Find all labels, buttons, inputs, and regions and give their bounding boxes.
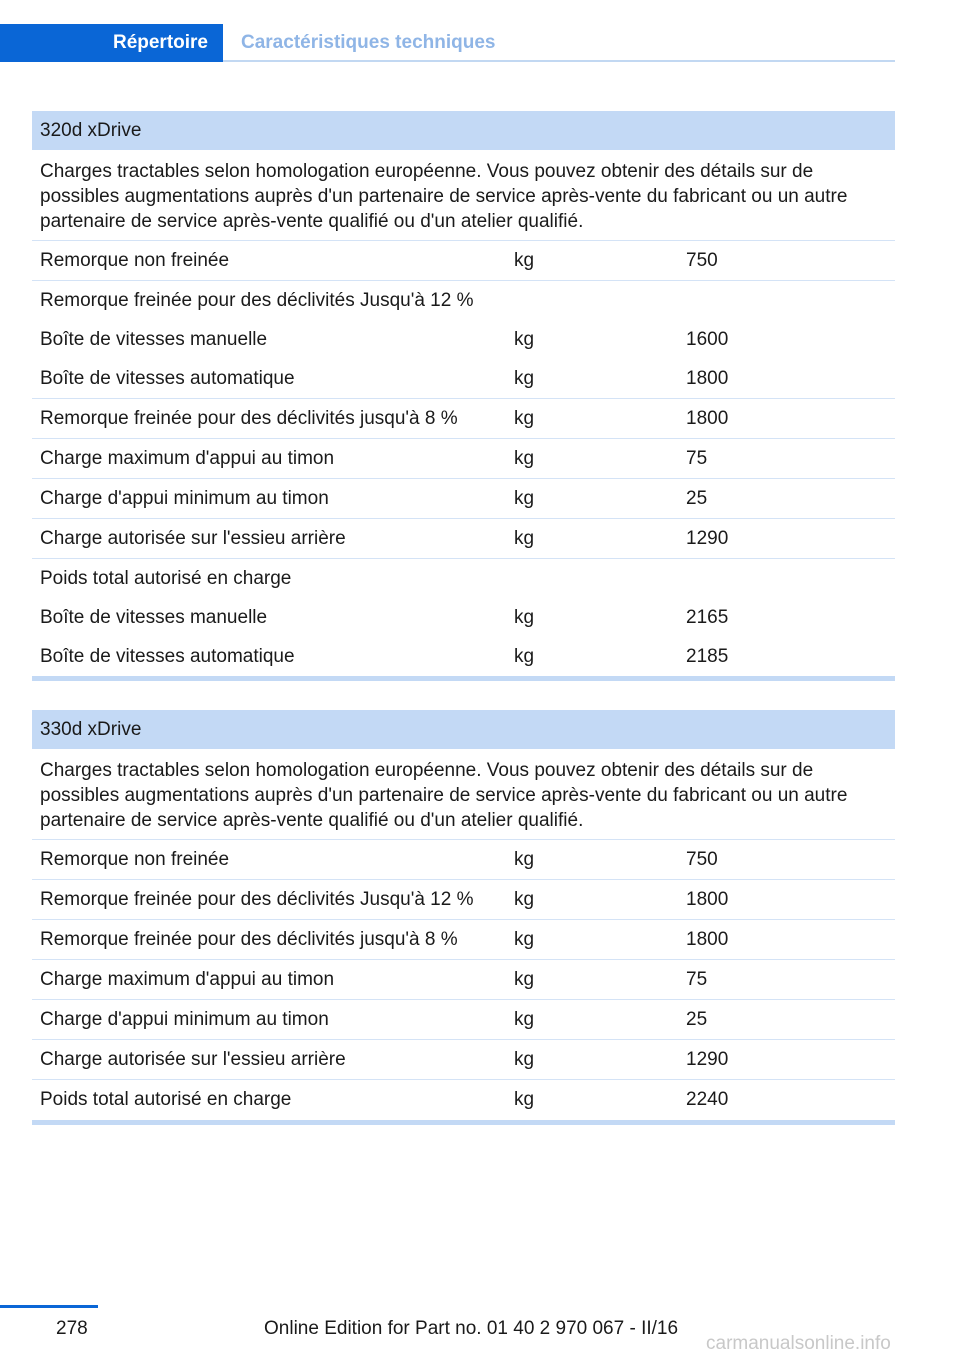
table-row [32,439,895,479]
table-row [32,359,895,399]
row-value: 75 [686,968,708,990]
row-unit: kg [514,249,535,271]
table-end-bar [32,1120,895,1125]
row-unit: kg [514,928,535,950]
tab-repertoire[interactable]: Répertoire [0,24,223,62]
header-divider [223,60,895,62]
row-value: 1800 [686,928,729,950]
row-label: Boîte de vitesses manuelle [40,606,268,628]
table-row [32,399,895,439]
table-description: Charges tractables selon homologation européenne. Vous pouvez obtenir des détails sur de possibles augmentations auprès d'un partenaire de service après-vente du fabricant ou un autre partenaire de service après-vente qualifié ou d'un atelier qualifié. [40,760,848,831]
row-unit: kg [514,447,535,469]
row-label: Remorque freinée pour des déclivités jusqu'à 8 % [40,407,458,429]
row-label: Charge maximum d'appui au timon [40,447,335,469]
table-row [32,1080,895,1120]
model-header: 330d xDrive [32,710,895,749]
row-label: Remorque freinée pour des déclivités Jusqu'à 12 % [40,888,474,910]
row-value: 750 [686,249,718,271]
row-value: 2165 [686,606,729,628]
table-row [32,519,895,559]
table-row [32,1040,895,1080]
row-label: Charge maximum d'appui au timon [40,968,335,990]
page-header [0,24,895,62]
row-value: 1290 [686,527,729,549]
row-unit: kg [514,407,535,429]
row-unit: kg [514,606,535,628]
page-number: 278 [56,1318,88,1339]
row-label: Remorque freinée pour des déclivités jusqu'à 8 % [40,928,458,950]
model-header: 320d xDrive [32,111,895,150]
row-unit: kg [514,848,535,870]
table-row [32,598,895,637]
row-label: Boîte de vitesses automatique [40,645,295,667]
row-label: Boîte de vitesses automatique [40,367,295,389]
row-unit: kg [514,1048,535,1070]
table-end-bar [32,676,895,681]
row-unit: kg [514,1008,535,1030]
row-unit: kg [514,888,535,910]
row-label: Charge autorisée sur l'essieu arrière [40,527,346,549]
table-row [32,559,895,598]
row-value: 1290 [686,1048,729,1070]
table-description: Charges tractables selon homologation européenne. Vous pouvez obtenir des détails sur de possibles augmentations auprès d'un partenaire de service après-vente du fabricant ou un autre partenaire de service après-vente qualifié ou d'un atelier qualifié. [40,161,848,232]
row-value: 1800 [686,367,729,389]
tab-caracteristiques-techniques[interactable]: Caractéristiques techniques [241,32,496,53]
row-unit: kg [514,367,535,389]
table-row [32,840,895,880]
row-value: 2185 [686,645,729,667]
table-row [32,960,895,1000]
table-row [32,479,895,519]
table-row [32,880,895,920]
row-unit: kg [514,645,535,667]
footer-accent-bar [0,1305,98,1308]
row-label: Charge autorisée sur l'essieu arrière [40,1048,346,1070]
row-unit: kg [514,527,535,549]
row-label: Remorque freinée pour des déclivités Jusqu'à 12 % [40,289,474,311]
row-label: Poids total autorisé en charge [40,1089,292,1110]
row-label: Remorque non freinée [40,249,230,271]
table-row [32,281,895,320]
row-label: Charge d'appui minimum au timon [40,487,329,509]
table-row [32,320,895,359]
table-row [32,1000,895,1040]
row-label: Charge d'appui minimum au timon [40,1008,329,1030]
row-value: 75 [686,447,708,469]
row-value: 1800 [686,888,729,910]
row-label: Remorque non freinée [40,848,230,870]
row-unit: kg [514,328,535,350]
edition-text: Online Edition for Part no. 01 40 2 970 067 - II/16 [264,1318,679,1339]
row-label: Boîte de vitesses manuelle [40,328,268,350]
row-unit: kg [514,487,535,509]
row-label: Poids total autorisé en charge [40,567,292,589]
row-value: 25 [686,1008,708,1030]
row-unit: kg [514,968,535,990]
watermark: carmanualsonline.info [706,1333,891,1354]
table-330d-xdrive [32,710,895,1125]
row-value: 750 [686,848,718,870]
table-row [32,241,895,281]
row-value: 1600 [686,328,729,350]
row-unit: kg [514,1089,535,1110]
row-value: 25 [686,487,708,509]
row-value: 1800 [686,407,729,429]
table-320d-xdrive [32,111,895,681]
table-row [32,920,895,960]
table-row [32,637,895,676]
row-value: 2240 [686,1089,729,1110]
